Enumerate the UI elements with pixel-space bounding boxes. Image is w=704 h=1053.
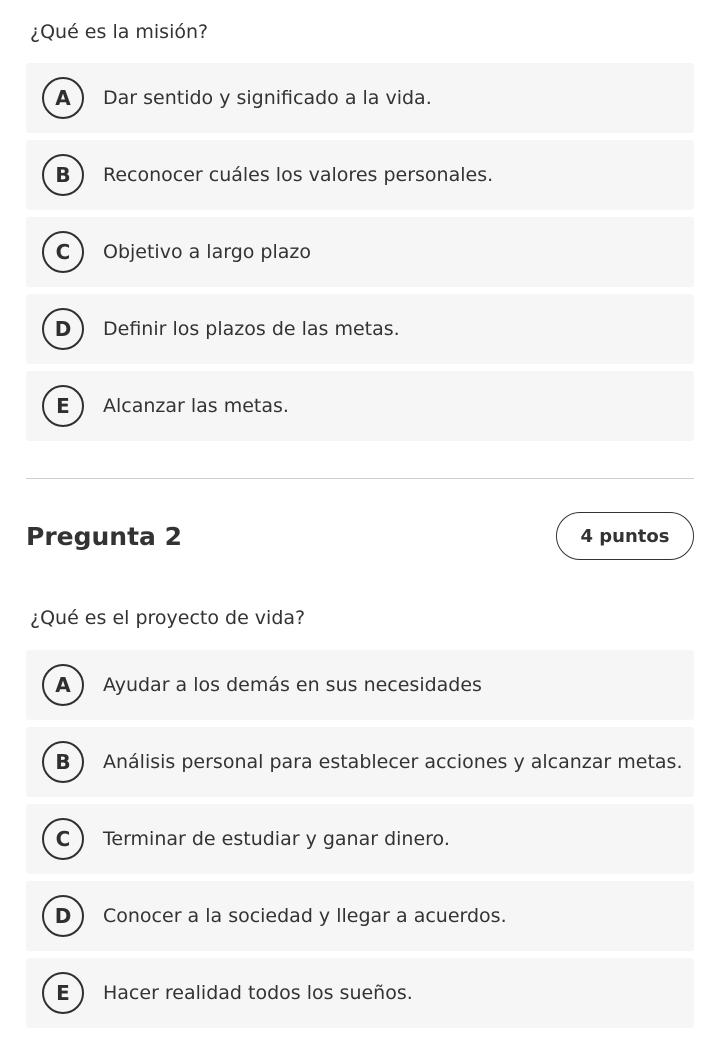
question-2-option-b[interactable]: [26, 727, 694, 797]
question-2-text: ¿Qué es el proyecto de vida?: [30, 607, 306, 629]
question-2-option-e[interactable]: [26, 958, 694, 1028]
option-label: Conocer a la sociedad y llegar a acuerdos.: [103, 905, 507, 927]
question-2-option-c[interactable]: [26, 804, 694, 874]
option-letter-badge: C: [42, 818, 84, 860]
option-letter-badge: E: [42, 385, 84, 427]
option-letter-badge: B: [42, 741, 84, 783]
option-label: Reconocer cuáles los valores personales.: [103, 164, 494, 186]
question-2-option-a[interactable]: [26, 650, 694, 720]
question-divider: [26, 478, 694, 479]
option-label: Alcanzar las metas.: [103, 395, 289, 417]
option-label: Terminar de estudiar y ganar dinero.: [103, 828, 450, 850]
question-1-option-d[interactable]: [26, 294, 694, 364]
option-label: Dar sentido y significado a la vida.: [103, 87, 432, 109]
option-letter-badge: D: [42, 308, 84, 350]
option-label: Hacer realidad todos los sueños.: [103, 982, 413, 1004]
question-2-header: [26, 512, 694, 560]
option-letter-badge: A: [42, 664, 84, 706]
question-1-option-a[interactable]: [26, 63, 694, 133]
option-letter-badge: E: [42, 972, 84, 1014]
option-label: Análisis personal para establecer acciones y alcanzar metas.: [103, 751, 683, 773]
question-2-option-d[interactable]: [26, 881, 694, 951]
points-badge: 4 puntos: [556, 512, 694, 560]
question-1-options: [26, 63, 694, 441]
option-letter-badge: D: [42, 895, 84, 937]
question-1-option-c[interactable]: [26, 217, 694, 287]
option-letter-badge: A: [42, 77, 84, 119]
question-1-option-b[interactable]: [26, 140, 694, 210]
option-letter-badge: B: [42, 154, 84, 196]
question-2-options: [26, 650, 694, 1028]
option-letter-badge: C: [42, 231, 84, 273]
question-title: Pregunta 2: [26, 522, 183, 551]
question-1-option-e[interactable]: [26, 371, 694, 441]
option-label: Ayudar a los demás en sus necesidades: [103, 674, 482, 696]
option-label: Definir los plazos de las metas.: [103, 318, 400, 340]
option-label: Objetivo a largo plazo: [103, 241, 312, 263]
question-1-text: ¿Qué es la misión?: [30, 21, 209, 43]
